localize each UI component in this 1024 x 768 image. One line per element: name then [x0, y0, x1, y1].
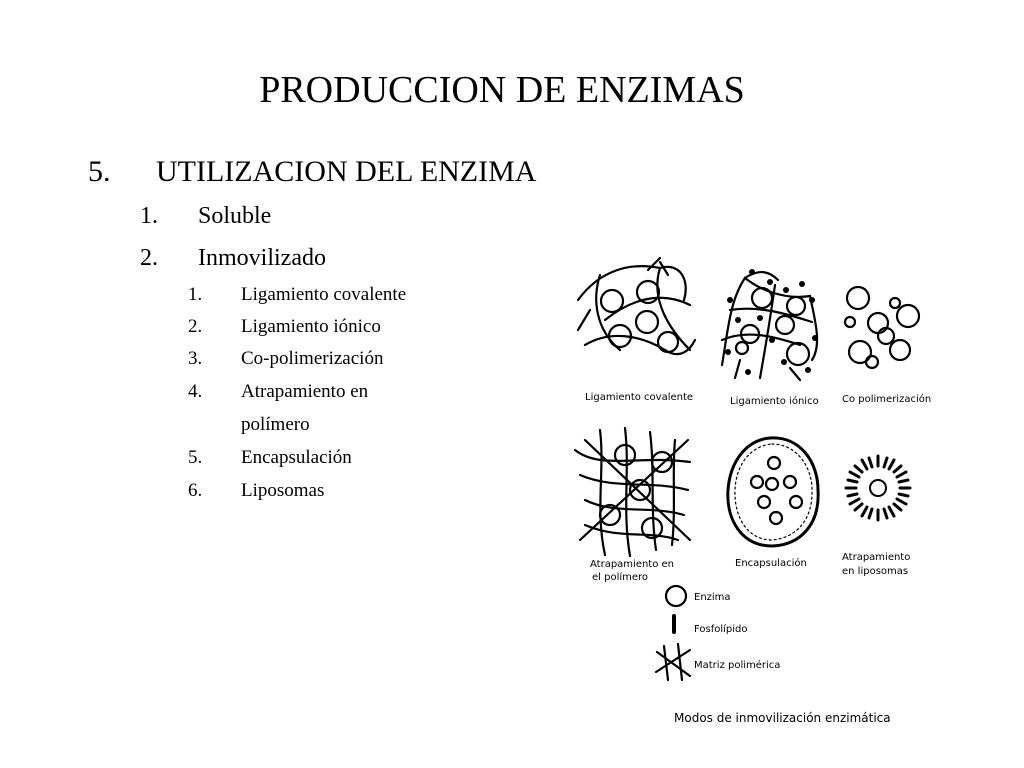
item-number: 1. [140, 203, 158, 229]
legend-enzyme-label: Enzima [694, 592, 731, 603]
caption-encapsulation: Encapsulación [735, 558, 807, 569]
section-label: UTILIZACION DEL ENZIMA [156, 155, 537, 188]
subitem-label: Encapsulación [241, 447, 352, 468]
slide-title: PRODUCCION DE ENZIMAS [259, 69, 745, 111]
polymer-matrix-legend-icon [656, 644, 690, 680]
caption-copolymerization: Co polimerización [842, 394, 932, 405]
subitem-label-continued: polímero [241, 414, 310, 435]
caption-entrapment-line1: Atrapamiento en [590, 559, 675, 570]
subitem-label: Atrapamiento en [241, 381, 369, 402]
item-number: 2. [140, 245, 158, 271]
caption-ionic: Ligamiento iónico [730, 396, 819, 407]
subitem-number: 6. [188, 480, 203, 501]
subitem-number: 3. [188, 348, 203, 369]
encapsulation-diagram [728, 438, 818, 546]
legend-phospholipid-label: Fosfolípido [694, 624, 748, 635]
subitem-number: 2. [188, 316, 203, 337]
legend-matrix-label: Matriz polimérica [694, 660, 781, 671]
enzyme-legend-icon [666, 586, 686, 606]
subitem-label: Liposomas [241, 480, 325, 501]
subitem-label: Co-polimerización [241, 348, 384, 369]
item-label: Inmovilizado [198, 245, 326, 271]
subitem-number: 4. [188, 381, 203, 402]
legend-symbols [656, 586, 690, 680]
ionic-dots [725, 269, 818, 375]
item-label: Soluble [198, 203, 272, 229]
subitem-number: 1. [188, 284, 203, 305]
liposome-diagram [846, 456, 910, 520]
covalent-binding-diagram [578, 258, 695, 354]
subitem-label: Ligamiento iónico [241, 316, 381, 337]
caption-covalent: Ligamiento covalente [585, 392, 694, 403]
ionic-binding-diagram [722, 272, 817, 380]
section-number: 5. [88, 155, 111, 188]
subitem-number: 5. [188, 447, 203, 468]
caption-entrapment-line2: el polímero [592, 572, 649, 583]
entrapment-diagram [575, 428, 690, 556]
figure-caption: Modos de inmovilización enzimática [674, 711, 891, 725]
caption-liposome-line1: Atrapamiento [842, 552, 911, 563]
copolymerization-diagram [845, 287, 919, 368]
subitem-label: Ligamiento covalente [241, 284, 407, 305]
caption-liposome-line2: en liposomas [842, 566, 909, 577]
